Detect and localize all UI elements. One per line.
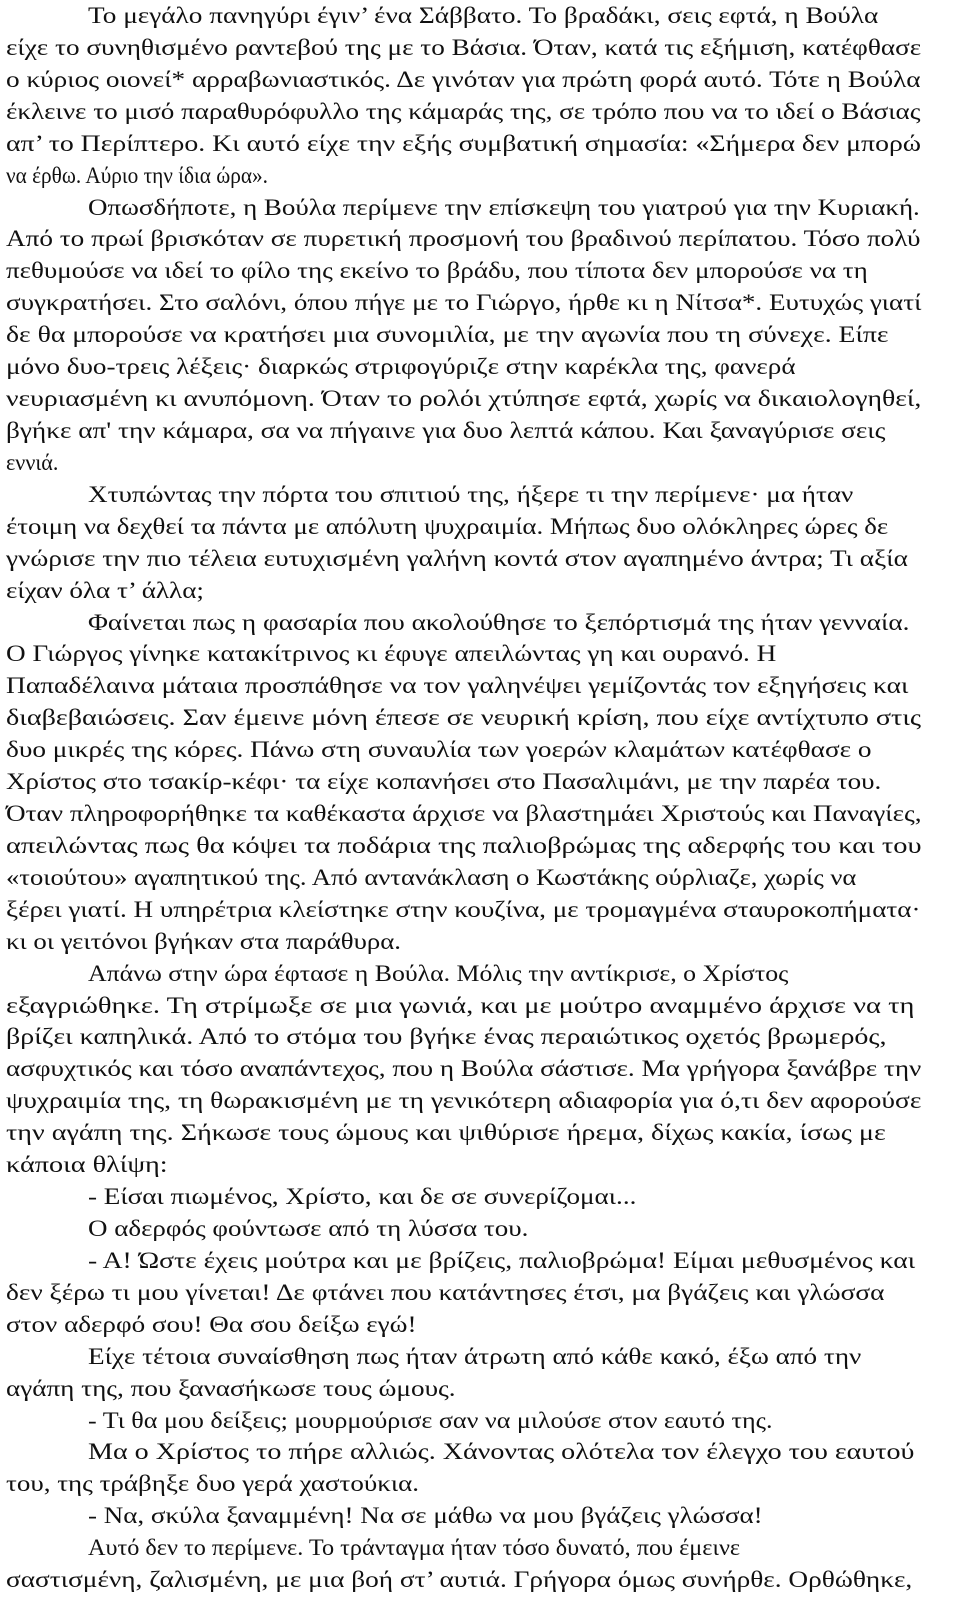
text-line: ξέρει γιατί. Η υπηρέτρια κλείστηκε στην κουζίνα, με τρομαγμένα σταυροκοπήματα· [6, 896, 921, 922]
text-line: - Είσαι πιωμένος, Χρίστο, και δε σε συνερίζομαι... [88, 1184, 637, 1209]
text-line: Όταν πληροφορήθηκε τα καθέκαστα άρχισε να βλαστημάει Χριστούς και Παναγίες, [6, 801, 922, 826]
text-line: Είχε τέτοια συναίσθηση πως ήταν άτρωτη από κάθε κακό, έξω από την [88, 1343, 862, 1369]
text-line: διαβεβαιώσεις. Σαν έμεινε μόνη έπεσε σε νευρική κρίση, που είχε αντίχτυπο στις [6, 705, 922, 731]
text-line: πεθυμούσε να ιδεί το φίλο της εκείνο το βράδυ, που τίποτα δεν μπορούσε να τη [6, 258, 868, 284]
text-line: απειλώντας πως θα κόψει τα ποδάρια της παλιοβρώμας της αδερφής του και του [6, 832, 922, 858]
text-line: έκλεινε το μισό παραθυρόφυλλο της κάμαράς της, σε τρόπο που να το ιδεί ο Βάσιας [6, 98, 921, 124]
text-line: Αυτό δεν το περίμενε. Το τράνταγμα ήταν τόσο δυνατό, που έμεινε [88, 1535, 741, 1561]
text-line: την αγάπη της. Σήκωσε τους ώμους και ψιθύρισε ήρεμα, δίχως κακία, ίσως με [6, 1120, 886, 1146]
text-line: έτοιμη να δεχθεί τα πάντα με απόλυτη ψυχραιμία. Μήπως δυο ολόκληρες ώρες δε [6, 513, 889, 539]
text-line: Χτυπώντας την πόρτα του σπιτιού της, ήξερε τι την περίμενε· μα ήταν [88, 481, 854, 507]
text-line: - Να, σκύλα ξαναμμένη! Να σε μάθω να μου βγάζεις γλώσσα! [88, 1503, 763, 1529]
text-line: αγάπη της, που ξανασήκωσε τους ώμους. [6, 1375, 456, 1401]
text-line: νευριασμένη κι ανυπόμονη. Όταν το ρολόι χτύπησε εφτά, χωρίς να δικαιολογηθεί, [6, 386, 922, 411]
text-line: δε θα μπορούσε να κρατήσει μια συνομιλία, με την αγωνία που τη σύνεχε. Είπε [6, 322, 889, 348]
text-line: Ο Γιώργος γίνηκε κατακίτρινος κι έφυγε απειλώντας γη και ουρανό. Η [6, 641, 777, 667]
text-line: του, της τράβηξε δυο γερά χαστούκια. [6, 1471, 419, 1497]
text-line: βρίζει καπηλικά. Από το στόμα του βγήκε ένας περαιώτικος οχετός βρωμερός, [6, 1024, 887, 1050]
text-line: δυο μικρές της κόρες. Πάνω στη συναυλία των γοερών κλαμάτων κατέφθασε ο [6, 737, 872, 763]
text-line: γνώρισε την πιο τέλεια ευτυχισμένη γαλήνη κοντά στον αγαπημένο άντρα; Τι αξία [6, 545, 908, 571]
text-line: κι οι γειτόνοι βγήκαν στα παράθυρα. [6, 928, 401, 954]
text-line: Παπαδέλαινα μάταια προσπάθησε να τον γαληνέψει γεμίζοντάς τον εξηγήσεις και [6, 673, 909, 699]
text-line: είχαν όλα τ’ άλλα; [6, 577, 204, 603]
text-line: ψυχραιμία της, τη θωρακισμένη με τη γενικότερη αδιαφορία για ό,τι δεν αφορούσε [6, 1088, 922, 1114]
text-line: Μα ο Χρίστος το πήρε αλλιώς. Χάνοντας ολότελα τον έλεγχο του εαυτού [88, 1439, 915, 1465]
text-line: ο κύριος οιονεί* αρραβωνιαστικός. Δε γινόταν για πρώτη φορά αυτό. Τότε η Βούλα [6, 66, 921, 92]
text-line: στον αδερφό σου! Θα σου δείξω εγώ! [6, 1311, 417, 1337]
text-line: «τοιούτου» αγαπητικού της. Από αντανάκλαση ο Κωστάκης ούρλιαζε, χωρίς να [6, 864, 857, 890]
text-line: Χρίστος στο τσακίρ-κέφι· τα είχε κοπανήσει στο Πασαλιμάνι, με την παρέα του. [6, 769, 882, 795]
text-line: απ’ το Περίπτερο. Κι αυτό είχε την εξής συμβατική σημασία: «Σήμερα δεν μπορώ [6, 130, 922, 156]
text-line: κάποια θλίψη: [6, 1152, 168, 1178]
text-line: - Τι θα μου δείξεις; μουρμούρισε σαν να μιλούσε στον εαυτό της. [88, 1407, 773, 1433]
text-line: να έρθω. Αύριο την ίδια ώρα». [6, 162, 269, 188]
text-line: είχε το συνηθισμένο ραντεβού της με το Βάσια. Όταν, κατά τις εξήμιση, κατέφθασε [6, 34, 922, 60]
text-line: μόνο δυο-τρεις λέξεις· διαρκώς στριφογύριζε στην καρέκλα της, φανερά [6, 354, 796, 380]
text-line: Το μεγάλο πανηγύρι έγιν’ ένα Σάββατο. Το βραδάκι, σεις εφτά, η Βούλα [88, 3, 879, 28]
text-line: Φαίνεται πως η φασαρία που ακολούθησε το ξεπόρτισμά της ήταν γενναία. [88, 609, 910, 635]
text-line: Οπωσδήποτε, η Βούλα περίμενε την επίσκεψη του γιατρού για την Κυριακή. [88, 194, 920, 220]
text-line: εξαγριώθηκε. Τη στρίμωξε σε μια γωνιά, και με μούτρο αναμμένο άρχισε να τη [6, 992, 915, 1018]
text-line: Απάνω στην ώρα έφτασε η Βούλα. Μόλις την αντίκρισε, ο Χρίστος [88, 960, 789, 986]
text-line: ασφυχτικός και τόσο αναπάντεχος, που η Βούλα σάστισε. Μα γρήγορα ξανάβρε την [6, 1056, 922, 1082]
text-line: συγκρατήσει. Στο σαλόνι, όπου πήγε με το Γιώργο, ήρθε κι η Νίτσα*. Ευτυχώς γιατί [6, 290, 922, 316]
text-line: σαστισμένη, ζαλισμένη, με μια βοή στ’ αυτιά. Γρήγορα όμως συνήρθε. Ορθώθηκε, [6, 1567, 913, 1593]
text-line: Ο αδερφός φούντωσε από τη λύσσα του. [88, 1216, 529, 1241]
text-line: εννιά. [6, 449, 59, 475]
text-line: Από το πρωί βρισκόταν σε πυρετική προσμονή του βραδινού περίπατου. Τόσο πολύ [6, 226, 921, 252]
text-line: δεν ξέρω τι μου γίνεται! Δε φτάνει που κατάντησες έτσι, μα βγάζεις και γλώσσα [6, 1279, 885, 1305]
text-line: βγήκε απ' την κάμαρα, σα να πήγαινε για δυο λεπτά κάπου. Και ξαναγύρισε σεις [6, 418, 886, 443]
text-line: - Α! Ώστε έχεις μούτρα και με βρίζεις, παλιοβρώμα! Είμαι μεθυσμένος και [88, 1247, 916, 1273]
